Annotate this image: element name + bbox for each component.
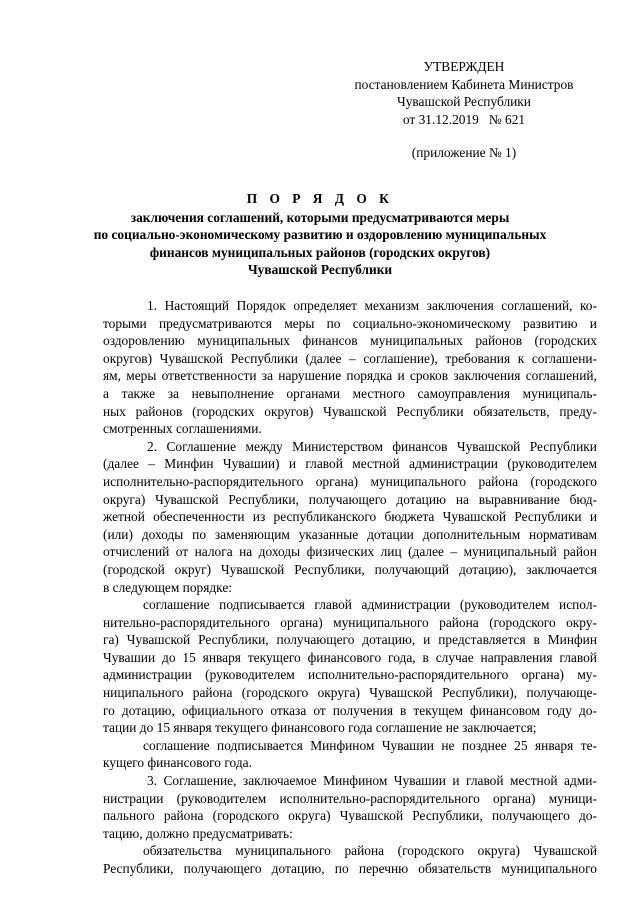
body-line: нительно-распорядительного органа) муниципального района (городского окру- [103, 614, 597, 630]
approval-line: Чувашской Республики [397, 94, 531, 109]
body-line: 3. Соглашение, заключаемое Минфином Чувашии и главой местной адми- [147, 773, 597, 789]
body-line: го дотацию, официального отказа от получения в текущем финансовом году до- [103, 702, 597, 718]
body-line: соглашение подписывается Минфином Чувашии не позднее 25 января те- [143, 737, 597, 753]
body-line: округа) Чувашской Республики, получающего дотацию на выравнивание бюд- [103, 491, 597, 507]
body-line: оздоровлению муниципальных финансов муниципальных районов (городских [103, 333, 597, 349]
body-line: жетной обеспеченности из республиканского бюджета Чувашской Республики и [103, 509, 597, 525]
document-title [60, 190, 580, 279]
title-line: финансов муниципальных районов (городских округов) [149, 244, 491, 260]
body-line: а также за невыполнение органами местного самоуправления муниципаль- [103, 385, 597, 401]
body-line: (или) доходы по заменяющим указанные дотации дополнительным нормативам [103, 526, 597, 542]
body-line: Чувашии до 15 января текущего финансового года, в случае направления главой [103, 649, 597, 665]
approval-title: УТВЕРЖДЕН [423, 59, 505, 74]
body-line: Республики, получающего дотацию, по перечню обязательств муниципального [103, 861, 597, 876]
body-line: пального района (городского округа) Чувашской Республики, получающего до- [103, 808, 597, 824]
body-line: администрации (руководителем исполнительно-распорядительного органа) му- [103, 667, 597, 683]
body-line: кущего финансового года. [103, 755, 252, 771]
body-line: ных районов (городских округов) Чувашской Республики обязательств, преду- [103, 403, 597, 419]
title-line: Чувашской Республики [247, 262, 393, 277]
body-line: исполнительно-распорядительного органа) муниципального района (городского [103, 473, 597, 489]
appendix-note: (приложение № 1) [411, 145, 517, 160]
approval-date-number: от 31.12.2019 № 621 [402, 111, 526, 127]
body-line: нистрации (руководителем исполнительно-распорядительного органа) муници- [103, 790, 597, 806]
body-line: отчислений от налога на доходы физических лиц (далее – муниципальный район [103, 544, 597, 560]
body-line: смотренных соглашениями. [103, 421, 262, 437]
body-line: обязательства муниципального района (городского округа) Чувашской [143, 843, 597, 859]
body-line: 1. Настоящий Порядок определяет механизм заключения соглашений, ко- [147, 298, 597, 313]
body-line: тации до 15 января текущего финансового года соглашение не заключается; [103, 720, 537, 736]
body-line: (далее – Минфин Чувашии) и главой местной администрации (руководителем [103, 456, 597, 472]
body-line: торыми предусматриваются меры по социально-экономическому развитию и [103, 315, 597, 331]
body-line: тацию, должно предусматривать: [103, 825, 293, 841]
title-heading: П О Р Я Д О К [246, 191, 394, 206]
approval-stamp [330, 58, 598, 162]
body-line: ям, меры ответственности за нарушение порядка и сроков заключения соглашений, [103, 368, 597, 384]
approval-line: постановлением Кабинета Министров [354, 76, 574, 92]
body-line: (городской округ) Чувашской Республики, получающий дотацию), заключается [103, 561, 597, 577]
body-line: соглашение подписывается главой администрации (руководителем испол- [143, 597, 597, 613]
body-line: ниципального района (городского округа) Чувашской Республики), получающе- [103, 685, 597, 701]
body-line: 2. Соглашение между Министерством финансов Чувашской Республики [147, 438, 597, 454]
body-line: га) Чувашской Республики, получающего дотацию, и представляется в Минфин [103, 632, 597, 648]
body-line: в следующем порядке: [103, 579, 233, 595]
document-body [103, 297, 597, 878]
title-line: заключения соглашений, которыми предусматриваются меры [130, 209, 510, 225]
body-line: округов) Чувашской Республики (далее – соглашение), требования к соглашени- [103, 350, 597, 366]
title-line: по социально-экономическому развитию и оздоровлению муниципальных [93, 227, 547, 242]
